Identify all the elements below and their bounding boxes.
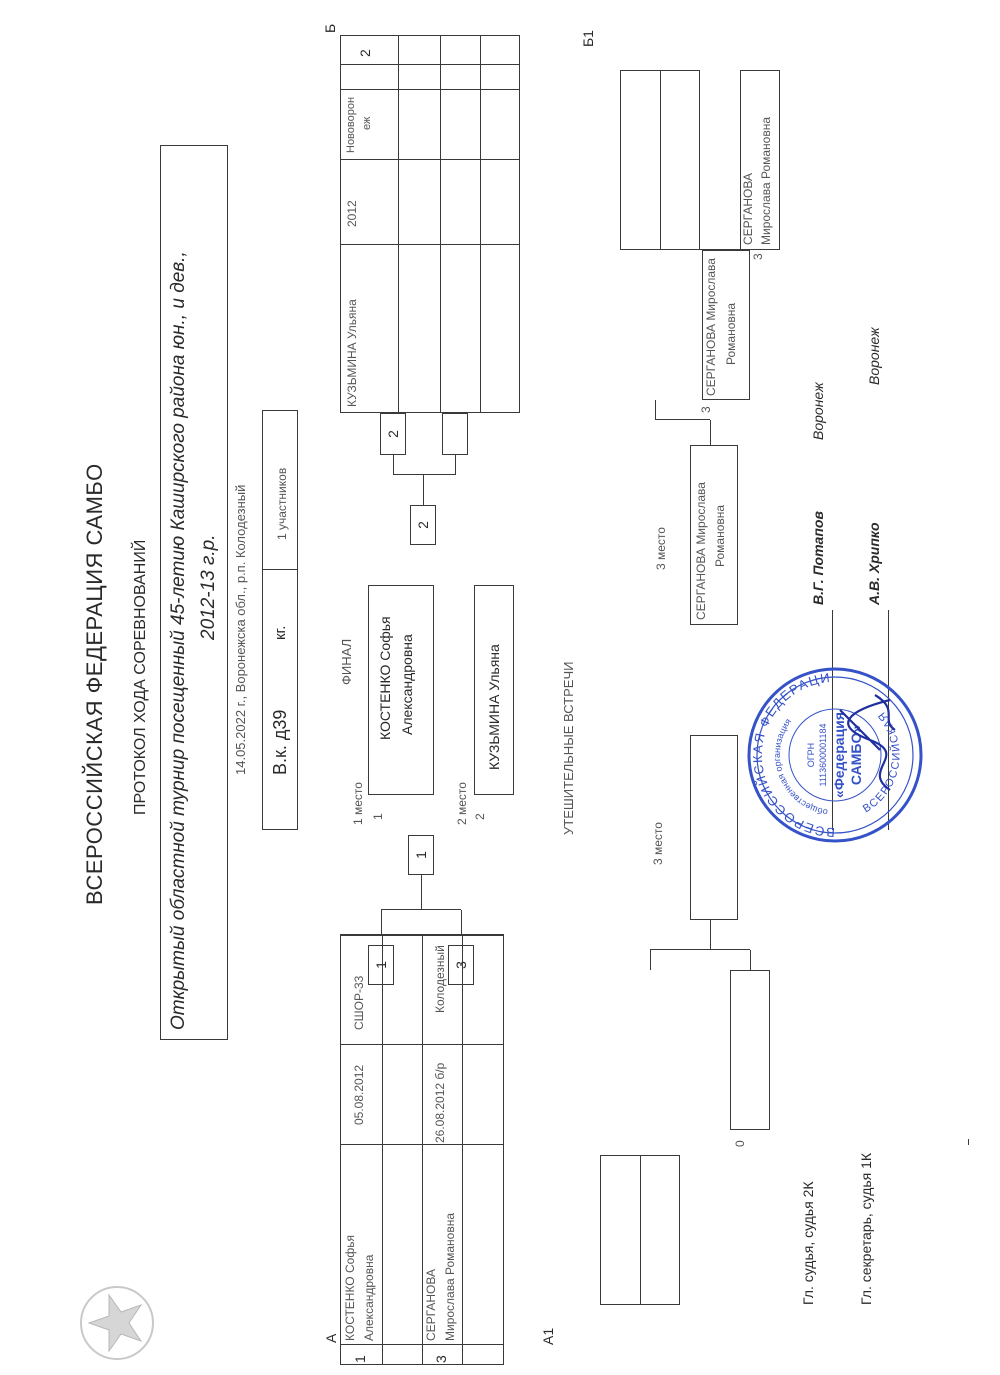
final-first-label: 1 место: [351, 782, 365, 825]
pool-b-row1-birth: 2012: [345, 200, 359, 227]
participants-count: 1 участников: [275, 467, 289, 540]
chief-judge-title: Гл. судья, судья 2К: [800, 1181, 816, 1305]
b1-entrant-name1: СЕРГАНОВА: [741, 173, 755, 245]
svg-text:САМБО»: САМБО»: [848, 724, 864, 786]
b1-label: Б1: [580, 30, 596, 47]
pool-a-semi-winner: 1: [408, 835, 434, 875]
svg-text:общественная организация: общественная организация: [771, 716, 829, 818]
pool-b-row1-name: КУЗЬМИНА Ульяна: [345, 299, 359, 407]
pool-a-label: А: [323, 1333, 339, 1343]
svg-text:1113600001184: 1113600001184: [818, 723, 828, 787]
pool-a-row1-name2: Александровна: [362, 1254, 376, 1341]
pool-b-semi-winner: 2: [410, 505, 436, 545]
final-first-name2: Александровна: [399, 634, 415, 735]
b1-winner-name1: СЕРГАНОВА Мирослава: [704, 258, 718, 396]
sambo-star-logo: [75, 1280, 160, 1365]
pool-a-row1-birth: 05.08.2012: [352, 1064, 366, 1125]
b1-entrant-num: 3: [751, 253, 765, 260]
b1-bracket-num: 3: [699, 406, 713, 413]
svg-text:ВСЕРОССИЙСКАЯ ФЕДЕРАЦИЯ: ВСЕРОССИЙСКАЯ ФЕДЕРАЦИЯ: [728, 669, 836, 856]
weight-category: В.к. д39: [270, 709, 290, 775]
weight-unit: кг.: [272, 625, 289, 640]
chief-judge-name: В.Г. Потапов: [810, 511, 826, 605]
a1-empty-box: [730, 970, 770, 1130]
chief-secretary-name: А.В. Хрипко: [866, 522, 882, 605]
svg-text:ОГРН: ОГРН: [806, 742, 816, 768]
a1-third-place-box: [690, 735, 738, 920]
pool-a-row2-name2: Мирослава Романовна: [443, 1212, 457, 1341]
pool-b-score-2: 2: [380, 413, 406, 455]
pool-a-row1-club: СШОР-33: [352, 975, 366, 1030]
pool-a-score-3: 3: [448, 945, 474, 985]
pool-b-label: Б: [322, 23, 338, 33]
final-second-num: 2: [473, 813, 487, 820]
pool-a-row2-birth: 26.08.2012 б/р: [433, 1062, 447, 1143]
final-label: ФИНАЛ: [339, 638, 354, 685]
a1-third-place-label: 3 место: [651, 822, 665, 865]
a1-zero: 0: [733, 1140, 747, 1147]
pool-b-row1-club2: еж: [361, 116, 373, 130]
b1-third-place-name2: Романовна: [713, 504, 727, 567]
pool-b-row1-club1: Нововорон: [345, 96, 357, 153]
b1-third-place-name1: СЕРГАНОВА Мирослава: [694, 482, 708, 620]
final-first-name1: КОСТЕНКО Софья: [377, 616, 393, 740]
svg-text:ВСЕРОССИЙСКАЯ: ВСЕРОССИЙСКАЯ: [860, 708, 903, 816]
pool-a-score-1: 1: [368, 945, 394, 985]
federation-title: ВСЕРОССИЙСКАЯ ФЕДЕРАЦИЯ САМБО: [82, 463, 107, 905]
final-first-num: 1: [371, 813, 385, 820]
final-second-label: 2 место: [455, 782, 469, 825]
pool-b-row1-num: 2: [357, 49, 373, 57]
final-second-name: КУЗЬМИНА Ульяна: [486, 644, 502, 770]
consolation-label: УТЕШИТЕЛЬНЫЕ ВСТРЕЧИ: [561, 661, 576, 835]
pool-a-row1-name1: КОСТЕНКО Софья: [343, 1235, 357, 1341]
b1-winner-name2: Романовна: [724, 302, 738, 365]
protocol-title: ПРОТОКОЛ ХОДА СОРЕВНОВАНИЙ: [132, 539, 149, 815]
pool-b-score-empty: [442, 413, 468, 455]
a1-label: А1: [540, 1327, 556, 1345]
tournament-name-line1: Открытый областной турнир посещенный 45-летию Каширского района юн., и дев.,: [168, 251, 189, 1030]
chief-secretary-title: Гл. секретарь, судья 1К: [858, 1152, 874, 1305]
pool-a-row2-name1: СЕРГАНОВА: [424, 1269, 438, 1341]
svg-text:«Федерация: «Федерация: [831, 712, 847, 798]
date-location: 14.05.2022 г., Воронежска обл., р.п. Колодезный: [233, 484, 248, 775]
pool-b-table: [340, 35, 520, 413]
b1-third-place-label: 3 место: [654, 527, 668, 570]
b1-entrant-name2: Мирослава Романовна: [759, 116, 773, 245]
chief-judge-city: Воронеж: [810, 382, 826, 440]
pool-a-row2-club: Колодезный: [433, 945, 447, 1013]
chief-secretary-city: Воронеж: [866, 327, 882, 385]
tournament-name-line2: 2012-13 г.р.: [198, 534, 219, 640]
pool-a-row2-num: 3: [433, 1355, 449, 1363]
pool-a-row1-num: 1: [352, 1355, 368, 1363]
federation-stamp: [728, 660, 930, 856]
